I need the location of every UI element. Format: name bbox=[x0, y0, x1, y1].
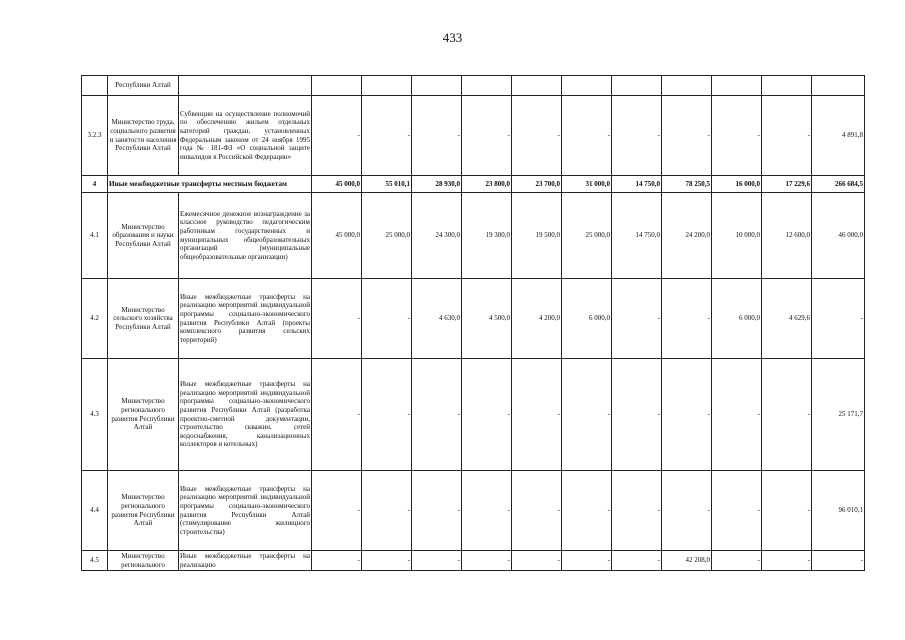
value-cell: 31 000,0 bbox=[562, 176, 612, 193]
table-row bbox=[82, 193, 865, 279]
value-cell bbox=[462, 76, 512, 96]
value-cell: 23 800,0 bbox=[462, 176, 512, 193]
value-cell: 24 200,0 bbox=[662, 193, 712, 279]
department-cell: Министерство регионального развития Республики Алтай bbox=[108, 471, 179, 551]
department-cell: Министерство регионального развития Республики Алтай bbox=[108, 359, 179, 471]
value-cell: - bbox=[512, 471, 562, 551]
value-cell: - bbox=[712, 471, 762, 551]
table-row bbox=[82, 359, 865, 471]
section-title-cell: Иные межбюджетные трансферты местным бюджетам bbox=[108, 176, 312, 193]
value-cell: - bbox=[512, 359, 562, 471]
value-cell: - bbox=[412, 359, 462, 471]
value-cell: - bbox=[462, 551, 512, 571]
value-cell: 10 000,0 bbox=[712, 193, 762, 279]
value-cell: 6 000,0 bbox=[712, 279, 762, 359]
value-cell: - bbox=[662, 359, 712, 471]
value-cell: - bbox=[512, 551, 562, 571]
row-number-cell: 4 bbox=[82, 176, 108, 193]
description-cell bbox=[179, 76, 312, 96]
value-cell: 14 750,0 bbox=[612, 193, 662, 279]
value-cell bbox=[312, 76, 362, 96]
value-cell bbox=[662, 76, 712, 96]
value-cell: - bbox=[312, 551, 362, 571]
table-row bbox=[82, 279, 865, 359]
department-cell: Республики Алтай bbox=[108, 76, 179, 96]
value-cell: 25 171,7 bbox=[812, 359, 865, 471]
value-cell: - bbox=[562, 551, 612, 571]
value-cell: 24 300,0 bbox=[412, 193, 462, 279]
table-row bbox=[82, 471, 865, 551]
value-cell bbox=[362, 76, 412, 96]
value-cell: - bbox=[712, 96, 762, 176]
value-cell: - bbox=[362, 96, 412, 176]
value-cell: - bbox=[662, 279, 712, 359]
value-cell: 96 010,1 bbox=[812, 471, 865, 551]
value-cell: 78 250,5 bbox=[662, 176, 712, 193]
department-cell: Министерство образования и науки Республики Алтай bbox=[108, 193, 179, 279]
value-cell: 46 000,0 bbox=[812, 193, 865, 279]
value-cell: 266 684,5 bbox=[812, 176, 865, 193]
value-cell: - bbox=[812, 551, 865, 571]
value-cell: - bbox=[412, 471, 462, 551]
value-cell: 19 500,0 bbox=[512, 193, 562, 279]
value-cell: - bbox=[812, 279, 865, 359]
value-cell: - bbox=[412, 551, 462, 571]
value-cell: - bbox=[562, 359, 612, 471]
value-cell: 14 750,0 bbox=[612, 176, 662, 193]
value-cell bbox=[612, 76, 662, 96]
value-cell: 55 010,1 bbox=[362, 176, 412, 193]
row-number-cell: 4.2 bbox=[82, 279, 108, 359]
value-cell bbox=[512, 76, 562, 96]
budget-table bbox=[81, 75, 865, 571]
value-cell: 16 000,0 bbox=[712, 176, 762, 193]
value-cell bbox=[712, 76, 762, 96]
table-row bbox=[82, 96, 865, 176]
value-cell: 4 500,0 bbox=[462, 279, 512, 359]
value-cell: - bbox=[762, 96, 812, 176]
value-cell bbox=[812, 76, 865, 96]
value-cell: - bbox=[362, 359, 412, 471]
value-cell: - bbox=[312, 279, 362, 359]
value-cell: - bbox=[762, 551, 812, 571]
value-cell: - bbox=[362, 471, 412, 551]
description-cell: Иные межбюджетные трансферты на реализацию bbox=[180, 551, 310, 569]
value-cell: 23 700,0 bbox=[512, 176, 562, 193]
value-cell: - bbox=[662, 471, 712, 551]
value-cell: 4 200,0 bbox=[512, 279, 562, 359]
value-cell: 4 629,6 bbox=[762, 279, 812, 359]
value-cell bbox=[762, 76, 812, 96]
value-cell: 19 300,0 bbox=[462, 193, 512, 279]
value-cell bbox=[412, 76, 462, 96]
value-cell: - bbox=[762, 359, 812, 471]
value-cell: - bbox=[462, 359, 512, 471]
value-cell: - bbox=[312, 471, 362, 551]
department-cell: Министерство сельского хозяйства Республики Алтай bbox=[108, 279, 179, 359]
table-row bbox=[82, 176, 865, 193]
row-number-cell: 4.4 bbox=[82, 471, 108, 551]
value-cell: - bbox=[462, 96, 512, 176]
table-row bbox=[82, 551, 865, 571]
value-cell: - bbox=[312, 359, 362, 471]
description-cell: Ежемесячное денежное вознаграждение за классное руководство педагогическим работникам государственных и муниципальных общеобразовательных организаций (муниципальные общеобразовательные организации) bbox=[179, 193, 312, 279]
value-cell: 42 208,0 bbox=[662, 551, 712, 571]
value-cell: 6 000,0 bbox=[562, 279, 612, 359]
value-cell: - bbox=[712, 551, 762, 571]
description-cell: Иные межбюджетные трансферты на реализацию мероприятий индивидуальной программы социально-экономического развития Республики Алтай (разработка проектно-сметной документации, строительство скважин, сетей водоснабжения, канализационных коллекторов и котельных) bbox=[179, 359, 312, 471]
table-row bbox=[82, 76, 865, 96]
value-cell: 12 600,0 bbox=[762, 193, 812, 279]
value-cell: - bbox=[612, 96, 662, 176]
row-number-cell: 4.5 bbox=[82, 551, 108, 571]
value-cell: - bbox=[312, 96, 362, 176]
value-cell: 25 000,0 bbox=[362, 193, 412, 279]
value-cell: - bbox=[562, 471, 612, 551]
page-number: 433 bbox=[442, 30, 463, 45]
row-number-cell: 4.1 bbox=[82, 193, 108, 279]
value-cell: - bbox=[612, 471, 662, 551]
value-cell: - bbox=[562, 96, 612, 176]
department-cell: Министерство труда, социального развития и занятости населения Республики Алтай bbox=[108, 96, 179, 176]
description-cell: Иные межбюджетные трансферты на реализацию мероприятий индивидуальной программы социально-экономического развития Республики Алтай (проекты комплексного развития сельских территорий) bbox=[179, 279, 312, 359]
value-cell: - bbox=[462, 471, 512, 551]
row-number-cell: 4.3 bbox=[82, 359, 108, 471]
description-cell: Субвенции на осуществление полномочий по обеспечению жильем отдельных категорий граждан, установленных Федеральным законом от 24 ноября 1995 года № 181-ФЗ «О социальной защите инвалидов в Российской Федерации» bbox=[179, 96, 312, 176]
value-cell: 25 000,0 bbox=[562, 193, 612, 279]
value-cell: - bbox=[612, 279, 662, 359]
table-body bbox=[82, 76, 865, 571]
value-cell bbox=[562, 76, 612, 96]
value-cell: - bbox=[612, 551, 662, 571]
value-cell: - bbox=[762, 471, 812, 551]
description-cell: Иные межбюджетные трансферты на реализацию мероприятий индивидуальной программы социально-экономического развития Республики Алтай (стимулирование жилищного строительства) bbox=[179, 471, 312, 551]
value-cell: 4 891,8 bbox=[812, 96, 865, 176]
row-number-cell bbox=[82, 76, 108, 96]
value-cell: - bbox=[362, 279, 412, 359]
value-cell: - bbox=[662, 96, 712, 176]
row-number-cell: 3.2.3 bbox=[82, 96, 108, 176]
value-cell: - bbox=[412, 96, 462, 176]
department-cell: Министерство регионального bbox=[108, 551, 179, 571]
value-cell: - bbox=[512, 96, 562, 176]
value-cell: 45 000,0 bbox=[312, 193, 362, 279]
value-cell: - bbox=[612, 359, 662, 471]
value-cell: 4 630,0 bbox=[412, 279, 462, 359]
value-cell: - bbox=[712, 359, 762, 471]
value-cell: - bbox=[362, 551, 412, 571]
value-cell: 45 000,0 bbox=[312, 176, 362, 193]
value-cell: 17 229,6 bbox=[762, 176, 812, 193]
value-cell: 28 930,0 bbox=[412, 176, 462, 193]
